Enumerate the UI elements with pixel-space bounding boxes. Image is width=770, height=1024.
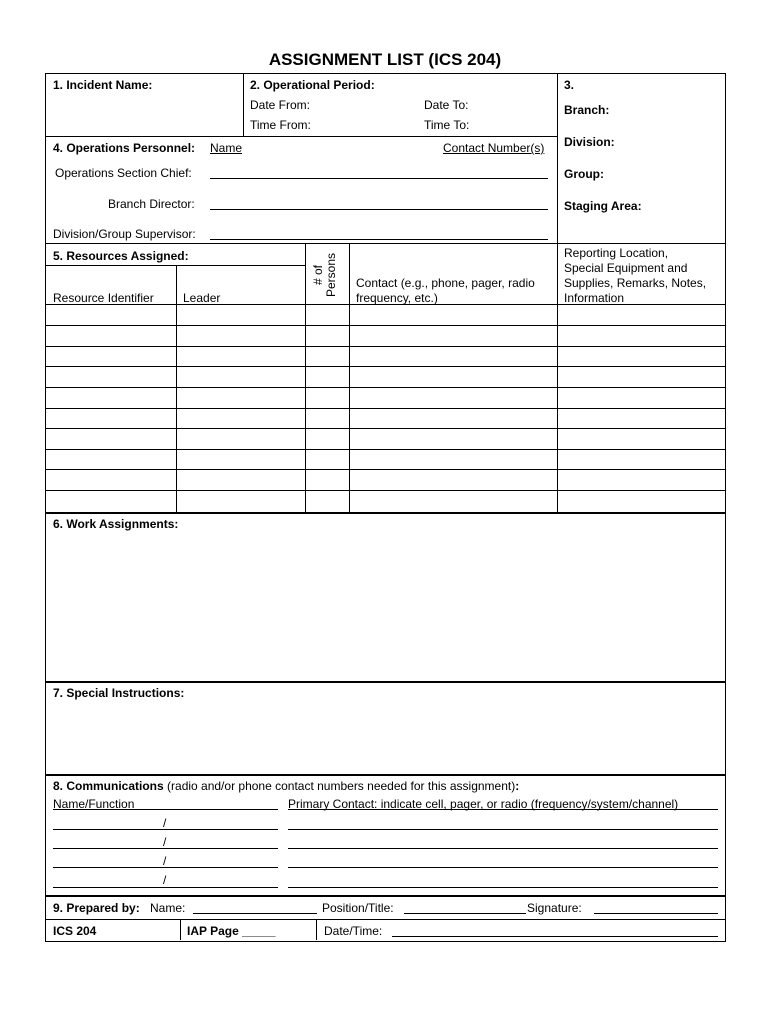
primary-contact-underline [288, 809, 718, 810]
comm-slash: / [163, 854, 167, 868]
col-divider-leader [176, 265, 177, 512]
col-divider-persons [305, 243, 306, 512]
contact-header-line1: Contact (e.g., phone, pager, radio [356, 276, 535, 290]
comm-name-line[interactable] [53, 867, 278, 868]
incident-name-label: 1. Incident Name: [53, 78, 153, 92]
signature-label: Signature: [527, 901, 582, 915]
divider-special-bottom [45, 774, 725, 776]
communications-label: 8. Communications [53, 779, 164, 793]
col-divider-reporting [557, 243, 558, 512]
comm-contact-line[interactable] [288, 887, 718, 888]
staging-area-label: Staging Area: [564, 199, 642, 213]
communications-note: (radio and/or phone contact numbers needed for this assignment) [163, 779, 516, 793]
comm-name-line[interactable] [53, 829, 278, 830]
resource-identifier-header: Resource Identifier [53, 291, 154, 305]
table-row [45, 428, 725, 429]
table-row [45, 366, 725, 367]
divider-header-bottom [45, 136, 558, 137]
position-title-label: Position/Title: [322, 901, 394, 915]
time-to-label: Time To: [424, 118, 470, 132]
division-supervisor-line[interactable] [210, 239, 548, 240]
comm-name-line[interactable] [53, 848, 278, 849]
branch-director-line[interactable] [210, 209, 548, 210]
division-supervisor-label: Division/Group Supervisor: [53, 227, 196, 241]
time-from-label: Time From: [250, 118, 311, 132]
group-label: Group: [564, 167, 604, 181]
table-row [45, 387, 725, 388]
table-row [45, 325, 725, 326]
reporting-header-line1: Reporting Location, [564, 246, 669, 260]
special-instructions-label: 7. Special Instructions: [53, 686, 185, 700]
ops-section-chief-label: Operations Section Chief: [55, 166, 192, 180]
communications-header [53, 779, 519, 793]
leader-header: Leader [183, 291, 221, 305]
communications-colon: : [515, 779, 520, 793]
divider-box1-box2 [243, 73, 244, 136]
reporting-header-line2: Special Equipment and [564, 261, 688, 275]
name-function-label: Name/Function [53, 797, 135, 811]
name-function-underline [53, 809, 278, 810]
reporting-header-line4: Information [564, 291, 625, 305]
branch-director-label: Branch Director: [108, 197, 195, 211]
resources-subheader-line [45, 265, 305, 266]
form-title: ASSIGNMENT LIST (ICS 204) [268, 50, 502, 69]
table-row [45, 449, 725, 450]
persons-header-line1: # of [311, 265, 325, 286]
name-column-label: Name [210, 141, 243, 155]
branch-label: Branch: [564, 103, 610, 117]
divider-comm-bottom [45, 895, 725, 897]
comm-name-line[interactable] [53, 887, 278, 888]
comm-contact-line[interactable] [288, 867, 718, 868]
signature-line[interactable] [594, 913, 718, 914]
divider-ops-bottom [45, 243, 725, 244]
table-row [45, 304, 725, 305]
box3-label: 3. [564, 78, 575, 92]
table-row [45, 490, 725, 491]
work-assignments-field[interactable] [46, 535, 724, 680]
work-assignments-label: 6. Work Assignments: [53, 517, 179, 531]
reporting-header-line3: Supplies, Remarks, Notes, [564, 276, 707, 290]
prepared-by-label: 9. Prepared by: [53, 901, 140, 915]
prepared-name-label: Name: [150, 901, 186, 915]
operational-period-label: 2. Operational Period: [250, 78, 375, 92]
date-time-line[interactable] [392, 936, 718, 937]
persons-header-line2: Persons [324, 252, 338, 298]
persons-header [312, 244, 342, 306]
col-divider-contact [349, 243, 350, 512]
division-label: Division: [564, 135, 615, 149]
comm-slash: / [163, 835, 167, 849]
contact-header-line2: frequency, etc.) [356, 291, 438, 305]
date-to-label: Date To: [424, 98, 469, 112]
divider-footer-ics [180, 919, 181, 940]
ops-personnel-label: 4. Operations Personnel: [53, 141, 196, 155]
comm-slash: / [163, 816, 167, 830]
table-bottom [45, 512, 725, 514]
date-time-label: Date/Time: [324, 924, 383, 938]
table-row [45, 408, 725, 409]
table-row [45, 469, 725, 470]
ics-form-number: ICS 204 [53, 924, 97, 938]
table-row [45, 346, 725, 347]
date-from-label: Date From: [250, 98, 311, 112]
prepared-name-line[interactable] [193, 913, 317, 914]
position-title-line[interactable] [404, 913, 526, 914]
divider-work-bottom [45, 681, 725, 683]
contact-numbers-label: Contact Number(s) [443, 141, 545, 155]
divider-footer [45, 919, 725, 920]
divider-box3 [557, 73, 558, 243]
primary-contact-label: Primary Contact: indicate cell, pager, or radio (frequency/system/channel) [288, 797, 679, 811]
comm-contact-line[interactable] [288, 848, 718, 849]
comm-slash: / [163, 873, 167, 887]
ops-section-chief-line[interactable] [210, 178, 548, 179]
divider-footer-iap [316, 919, 317, 940]
iap-page-label: IAP Page _____ [187, 924, 276, 938]
special-instructions-field[interactable] [46, 704, 724, 774]
comm-contact-line[interactable] [288, 829, 718, 830]
resources-assigned-label: 5. Resources Assigned: [53, 249, 189, 263]
